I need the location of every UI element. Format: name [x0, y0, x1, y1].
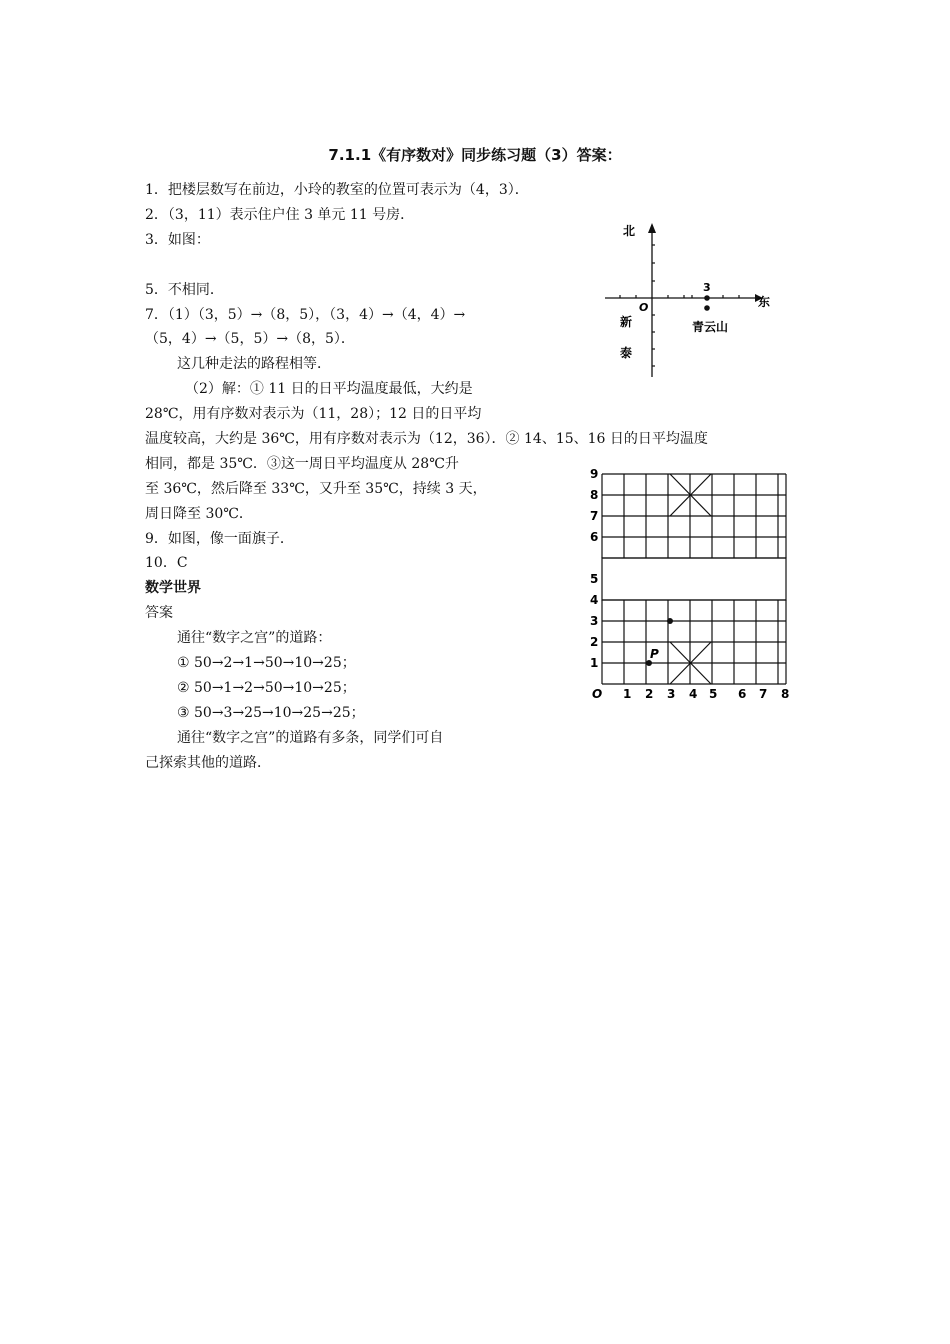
north-label: 北 [623, 224, 636, 238]
answer-9: 9．如图，像一面旗子． [145, 531, 294, 547]
answer-7-line-2: （5，4）→（5，5）→（8，5）． [145, 331, 355, 347]
answer-10: 10．C [145, 555, 188, 571]
answer-8-line-5: 至 36℃，然后降至 33℃，又升至 35℃，持续 3 天， [145, 481, 487, 497]
x-tick-label: 4 [689, 687, 698, 701]
y-tick-label: 1 [590, 656, 599, 670]
answer-8-line-6: 周日降至 30℃． [145, 506, 253, 522]
answer-8-line-1: （2）解：① 11 日的日平均温度最低，大约是 [185, 381, 473, 397]
three-label: 3 [703, 281, 711, 294]
answer-label: 答案 [145, 605, 173, 621]
answer-7-line-1: 7．（1）（3，5）→（8，5），（3，4）→（4，4）→ [145, 307, 466, 323]
y-tick-label: 9 [590, 467, 599, 481]
direction-figure [595, 215, 785, 385]
qingyunshan-marker [704, 305, 710, 311]
answer-3: 3．如图： [145, 232, 210, 248]
x-tick-label: 3 [667, 687, 676, 701]
point-marker [704, 295, 710, 301]
x-tick-label: 5 [709, 687, 718, 701]
east-label: 东 [758, 295, 771, 309]
answer-5: 5．不相同． [145, 282, 224, 298]
axis-ticks [620, 245, 739, 366]
answer-1: 1．把楼层数写在前边，小玲的教室的位置可表示为（4，3）． [145, 182, 529, 198]
y-tick-label: 5 [590, 572, 599, 586]
road-2: ② 50→1→2→50→10→25； [177, 680, 356, 696]
place-label: 青云山 [692, 320, 729, 334]
road-note-2: 己探索其他的道路． [145, 755, 271, 771]
page-title: 7.1.1《有序数对》同步练习题（3）答案： [328, 146, 622, 164]
road-note-1: 通往“数字之宫”的道路有多条，同学们可自 [177, 730, 444, 746]
answer-8-line-3: 温度较高，大约是 36℃，用有序数对表示为（12，36）．② 14、15、16 日的日平均温度 [145, 431, 708, 447]
origin-label: O [592, 687, 603, 701]
road-3: ③ 50→3→25→10→25→25； [177, 705, 365, 721]
tai-label: 泰 [620, 346, 633, 360]
y-tick-label: 2 [590, 635, 599, 649]
x-tick-label: 7 [759, 687, 768, 701]
y-tick-label: 7 [590, 509, 599, 523]
point-p-label: P [650, 647, 659, 661]
y-tick-label: 3 [590, 614, 599, 628]
answer-2: 2．（3，11）表示住户住 3 单元 11 号房． [145, 207, 415, 223]
x-tick-label: 8 [781, 687, 790, 701]
y-tick-label: 8 [590, 488, 599, 502]
y-tick-label: 4 [590, 593, 599, 607]
x-tick-label: 2 [645, 687, 654, 701]
point-marker [667, 618, 673, 624]
xin-label: 新 [620, 315, 633, 329]
river-band [602, 558, 786, 600]
y-tick-label: 6 [590, 530, 599, 544]
road-1: ① 50→2→1→50→10→25； [177, 655, 356, 671]
x-tick-label: 6 [738, 687, 747, 701]
answer-8-line-4: 相同，都是 35℃．③这一周日平均温度从 28℃升 [145, 456, 459, 472]
section-heading: 数学世界 [145, 580, 201, 596]
road-intro: 通往“数字之宫”的道路： [177, 630, 332, 646]
north-arrow-icon [648, 223, 656, 233]
x-tick-label: 1 [623, 687, 632, 701]
answer-8-line-2: 28℃，用有序数对表示为（11，28）；12 日的日平均 [145, 406, 482, 422]
chessboard-figure [580, 466, 810, 706]
origin-label: O [639, 301, 649, 314]
answer-7-line-3: 这几种走法的路程相等． [177, 356, 331, 372]
